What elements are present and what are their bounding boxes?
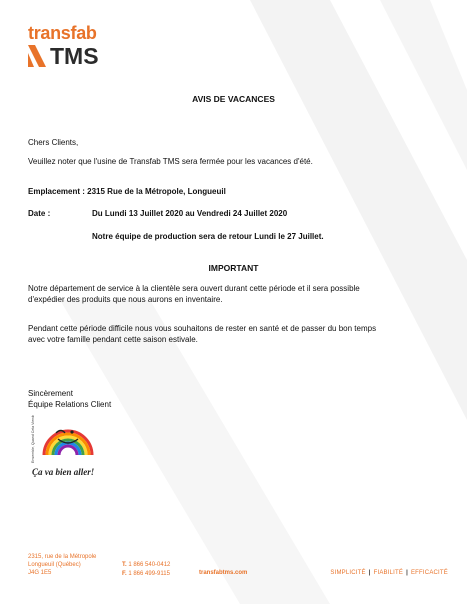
footer-values — [330, 570, 448, 576]
greeting: Chers Clients, — [28, 138, 79, 147]
value-efficiency: EFFICACITÉ — [410, 570, 448, 576]
important-heading: IMPORTANT — [208, 263, 259, 273]
footer-address-line1: 2315, rue de la Métropole — [28, 554, 97, 560]
footer-contact — [122, 561, 170, 579]
logo-mark-icon — [28, 45, 46, 67]
footer-website-link[interactable]: transfabtms.com — [199, 570, 248, 576]
rainbow-icon — [28, 415, 110, 481]
wish-paragraph-line2: avec votre famille pendant cette saison estivale. — [28, 335, 198, 344]
date-value: Du Lundi 13 Juillet 2020 au Vendredi 24 Juillet 2020 — [92, 209, 288, 218]
footer-address-line3: J4G 1E5 — [28, 570, 52, 576]
value-separator: | — [406, 570, 408, 576]
intro-paragraph: Veuillez noter que l'usine de Transfab TMS sera fermée pour les vacances d'été. — [28, 157, 313, 166]
phone-label: T. — [122, 562, 127, 568]
closing: Sincèrement — [28, 389, 73, 398]
location-line — [28, 186, 226, 197]
wish-paragraph-line1: Pendant cette période difficile nous vous souhaitons de rester en santé et de passer du bon temps — [28, 324, 377, 333]
signature-team: Équipe Relations Client — [28, 400, 112, 409]
logo-bottom-word: TMS — [50, 43, 99, 69]
fax-label: F. — [122, 571, 127, 577]
logo-top-word: transfab — [28, 23, 97, 43]
value-separator: | — [368, 570, 371, 576]
company-logo — [28, 24, 128, 68]
value-reliability: FIABILITÉ — [373, 570, 404, 576]
service-paragraph-line1: Notre département de service à la clientèle sera ouvert durant cette période et il sera possible — [28, 284, 360, 293]
document-title: AVIS DE VACANCES — [192, 94, 275, 104]
location-value: 2315 Rue de la Métropole, Longueuil — [87, 187, 226, 196]
phone-number: 1 866 540-0412 — [128, 562, 171, 568]
date-label: Date : — [28, 209, 51, 218]
campaign-caption: Ça va bien aller! — [32, 467, 95, 477]
fax-number: 1 866 499-9115 — [128, 571, 170, 577]
footer — [28, 553, 448, 583]
campaign-image — [28, 415, 110, 481]
return-note: Notre équipe de production sera de retour Lundi le 27 Juillet. — [92, 232, 324, 241]
service-paragraph-line2: d'expédier des produits que nous aurons en inventaire. — [28, 295, 223, 304]
date-line — [28, 208, 448, 219]
footer-address — [28, 553, 96, 577]
location-label: Emplacement : — [28, 187, 85, 196]
footer-address-line2: Longueuil (Québec) — [28, 562, 81, 568]
value-simplicity: SIMPLICITÉ — [330, 570, 366, 576]
campaign-side-text: Ensemble, Quand Cela Viendra — [31, 415, 35, 463]
